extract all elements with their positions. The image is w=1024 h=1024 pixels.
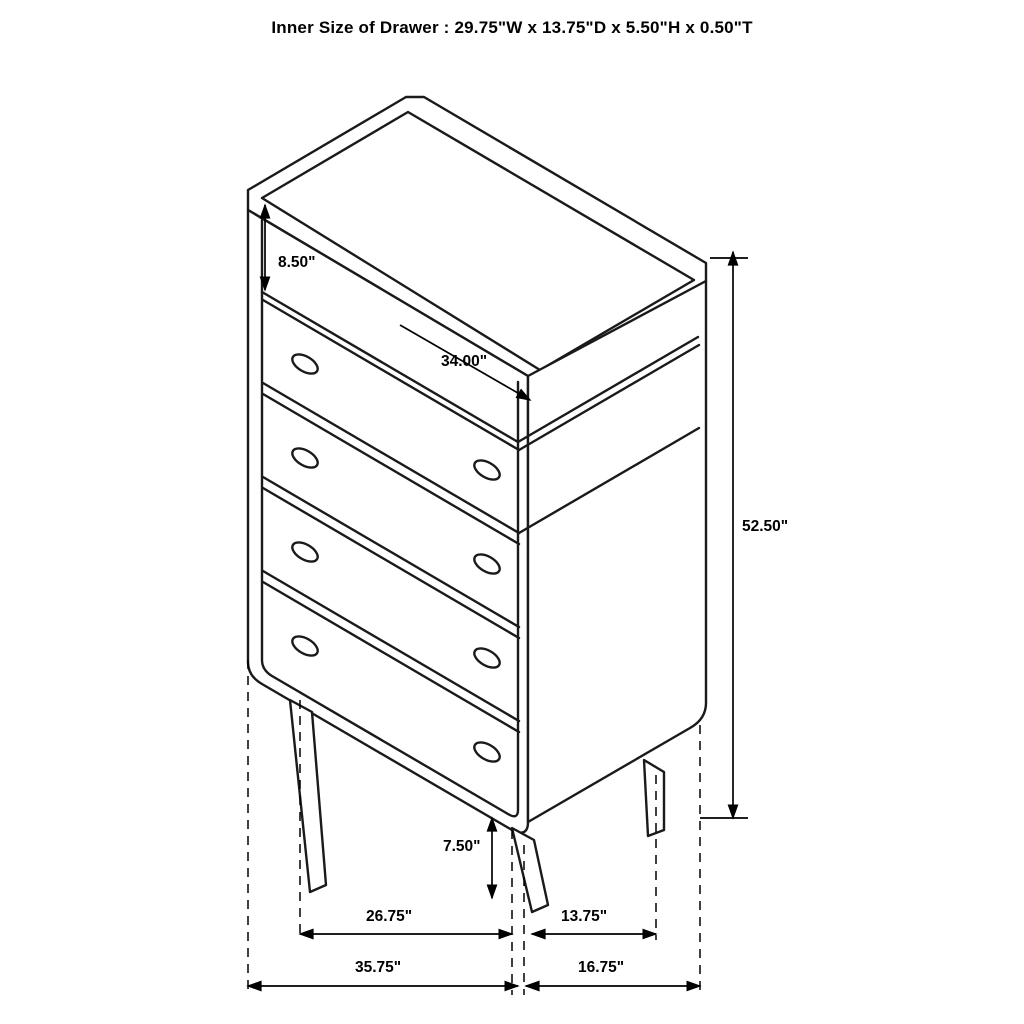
dimension-label-overall-height: 52.50": [742, 518, 789, 535]
cabinet-side-face: [528, 281, 706, 822]
dimension-label-leg-height: 7.50": [443, 838, 481, 855]
dimension-label-top-panel-height: 8.50": [278, 254, 316, 271]
dimension-label-front-leg-span: 26.75": [366, 908, 413, 925]
dimension-label-top-depth: 34.00": [441, 353, 488, 370]
leg-front-right: [512, 828, 548, 912]
page-title: Inner Size of Drawer : 29.75"W x 13.75"D x 5.50"H x 0.50"T: [271, 18, 753, 37]
leg-back-right: [644, 760, 664, 836]
dimension-label-front-width: 35.75": [355, 959, 402, 976]
leg-front-left: [290, 700, 326, 892]
dimension-label-side-leg-span: 13.75": [561, 908, 608, 925]
cabinet-body: [248, 97, 706, 912]
dimension-label-side-depth: 16.75": [578, 959, 625, 976]
